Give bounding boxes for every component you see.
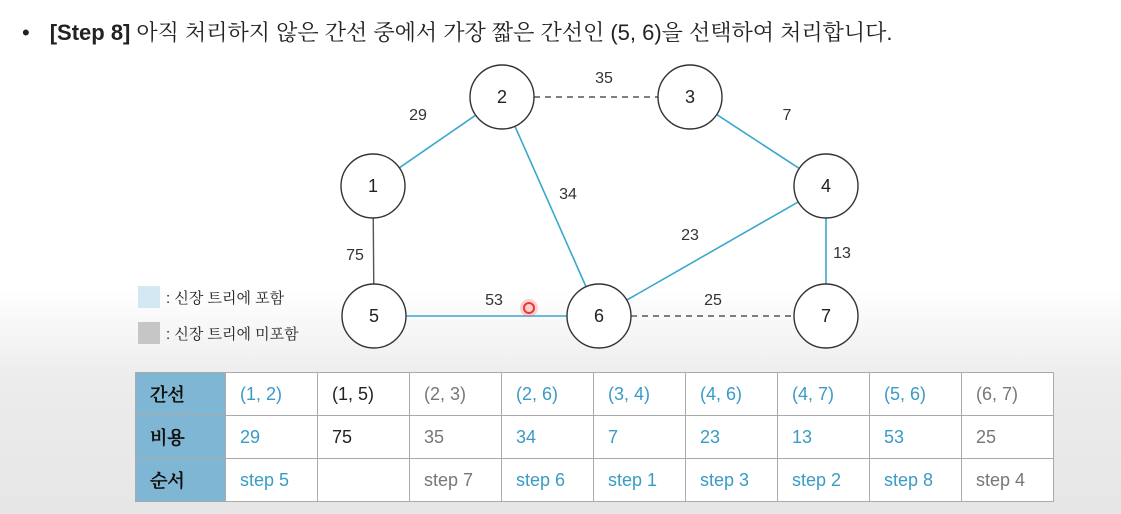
table-cell-edge-1: (1, 5) [318, 373, 410, 416]
legend-excluded-label: : 신장 트리에 미포함 [166, 325, 299, 343]
cursor-halo [520, 299, 538, 317]
table-cell-cost-6: 13 [778, 416, 870, 459]
table-cell-order-6: step 2 [778, 459, 870, 502]
legend-excluded-swatch [138, 322, 160, 344]
node-7 [794, 284, 858, 348]
node-1 [341, 154, 405, 218]
legend-included [138, 286, 284, 308]
table-cell-cost-3: 34 [502, 416, 594, 459]
node-4 [794, 154, 858, 218]
edge-weight-3-4: 7 [782, 107, 792, 125]
edge-table [135, 372, 1054, 502]
table-cell-order-5: step 3 [686, 459, 778, 502]
node-2 [470, 65, 534, 129]
table-cell-edge-4: (3, 4) [594, 373, 686, 416]
table-cell-order-1 [318, 459, 410, 502]
node-label-1: 1 [367, 175, 379, 196]
title-step: [Step 8] [49, 20, 131, 45]
table-cell-edge-7: (5, 6) [870, 373, 962, 416]
row-header: 순서 [136, 459, 226, 502]
row-edge [136, 373, 1054, 416]
row-order [136, 459, 1054, 502]
table-cell-order-2: step 7 [410, 459, 502, 502]
legend-included-swatch [138, 286, 160, 308]
table-cell-edge-8: (6, 7) [962, 373, 1054, 416]
edge-1-5 [373, 218, 374, 284]
table-cell-cost-2: 35 [410, 416, 502, 459]
node-6 [567, 284, 631, 348]
node-5 [342, 284, 406, 348]
table-cell-order-3: step 6 [502, 459, 594, 502]
node-label-3: 3 [684, 86, 696, 107]
edge-weight-5-6: 53 [485, 292, 503, 310]
table-cell-edge-5: (4, 6) [686, 373, 778, 416]
edge-weight-4-7: 13 [833, 245, 851, 263]
edge-weight-1-5: 75 [346, 247, 364, 265]
node-label-7: 7 [820, 305, 832, 326]
legend-included-label: : 신장 트리에 포함 [166, 289, 285, 307]
table-cell-edge-3: (2, 6) [502, 373, 594, 416]
table-cell-cost-8: 25 [962, 416, 1054, 459]
legend-excluded [138, 322, 299, 344]
table-cell-edge-0: (1, 2) [226, 373, 318, 416]
node-3 [658, 65, 722, 129]
node-label-4: 4 [820, 175, 832, 196]
row-header: 간선 [136, 373, 226, 416]
title-bullet: • [22, 20, 30, 45]
edge-4-6 [627, 202, 798, 300]
node-label-5: 5 [368, 305, 380, 326]
edge-weight-2-6: 34 [559, 186, 577, 204]
row-header: 비용 [136, 416, 226, 459]
node-label-6: 6 [593, 305, 605, 326]
edge-2-6 [515, 126, 586, 286]
table-cell-order-0: step 5 [226, 459, 318, 502]
edge-weight-1-2: 29 [409, 107, 427, 125]
table-cell-edge-6: (4, 7) [778, 373, 870, 416]
table-cell-cost-5: 23 [686, 416, 778, 459]
table-cell-order-8: step 4 [962, 459, 1054, 502]
table-cell-edge-2: (2, 3) [410, 373, 502, 416]
table-cell-cost-7: 53 [870, 416, 962, 459]
edge-weight-2-3: 35 [595, 70, 613, 88]
row-cost [136, 416, 1054, 459]
edge-weight-4-6: 23 [681, 227, 699, 245]
table-cell-order-7: step 8 [870, 459, 962, 502]
table-cell-order-4: step 1 [594, 459, 686, 502]
table-cell-cost-0: 29 [226, 416, 318, 459]
edge-weight-6-7: 25 [704, 292, 722, 310]
title-text: 아직 처리하지 않은 간선 중에서 가장 짧은 간선인 (5, 6)을 선택하여 처리합니다. [136, 20, 893, 45]
table-cell-cost-4: 7 [594, 416, 686, 459]
node-label-2: 2 [496, 86, 508, 107]
table-cell-cost-1: 75 [318, 416, 410, 459]
